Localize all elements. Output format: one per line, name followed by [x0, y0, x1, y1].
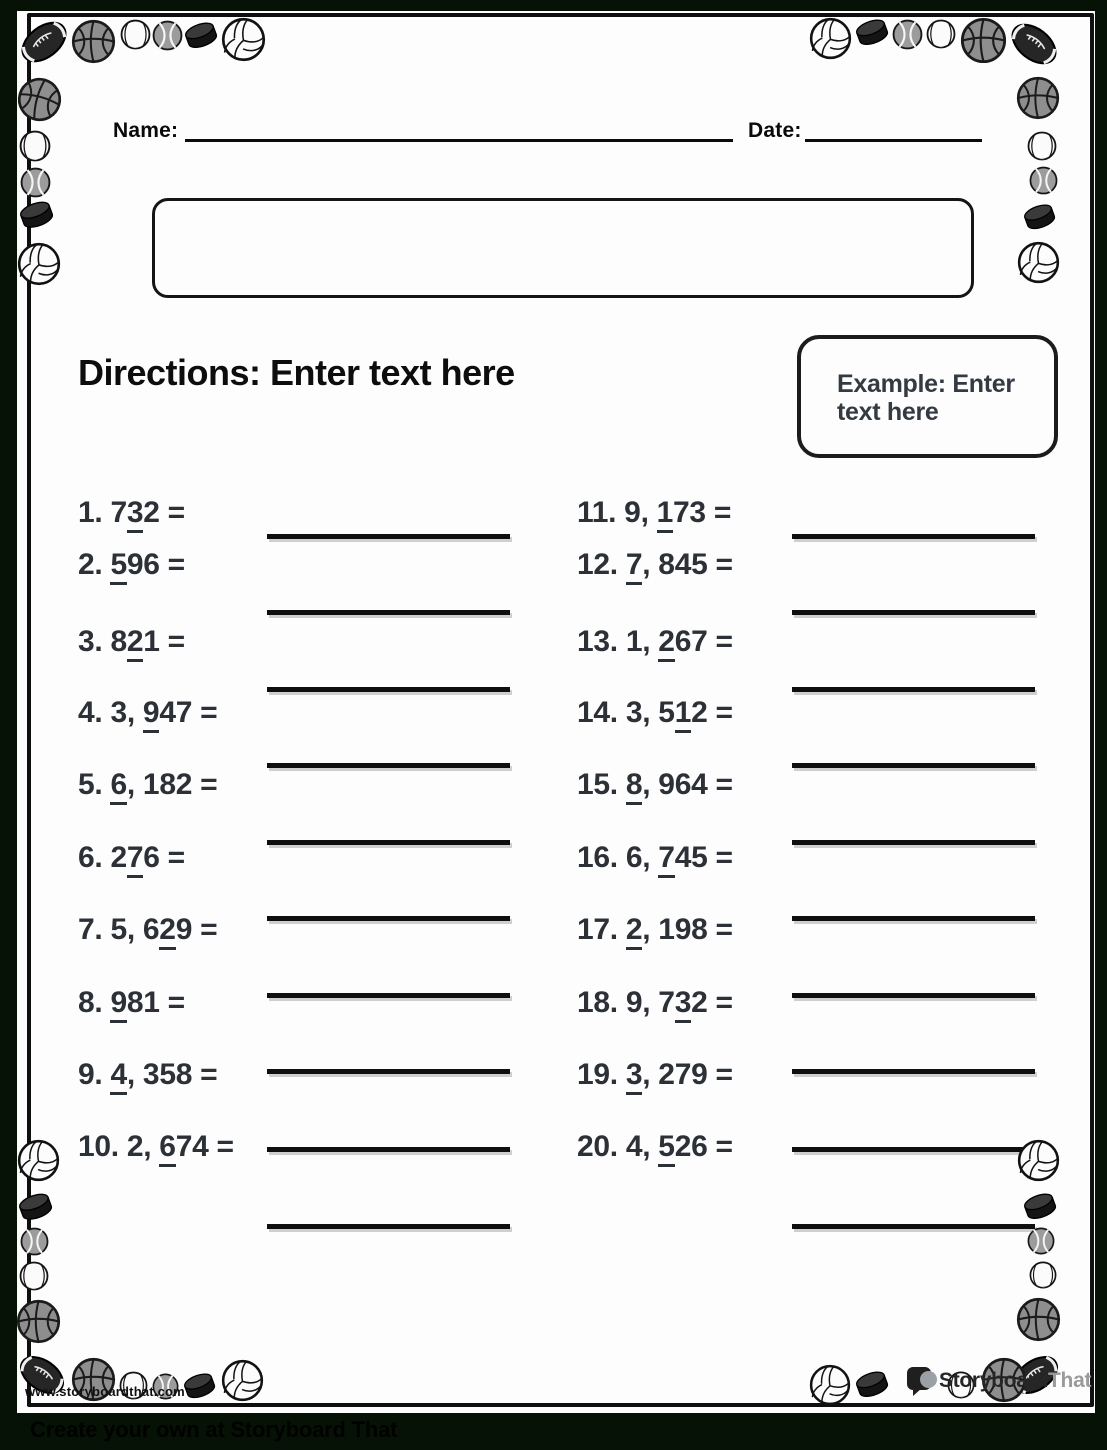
answer-blank-line[interactable] [267, 610, 510, 615]
problem-text: 3 [626, 1058, 642, 1095]
problem-text: 2 = [143, 496, 185, 529]
date-input-line[interactable] [805, 139, 982, 142]
answer-blank-line[interactable] [792, 916, 1035, 921]
problem-text: 2 = [691, 696, 733, 729]
logo-text-primary: Storyboard [939, 1369, 1049, 1392]
problem-text: 3 [675, 986, 691, 1023]
answer-blank-line[interactable] [267, 1147, 510, 1152]
baseball-icon [19, 1261, 49, 1291]
problem-item [577, 1130, 733, 1164]
problem-text: 7 [626, 548, 642, 585]
problem-item [577, 496, 731, 530]
problem-text: 2 [159, 913, 175, 950]
problem-item [78, 625, 185, 659]
problem-text: 10. 2, [78, 1130, 160, 1163]
problem-text: 2 [626, 913, 642, 950]
problem-text: 6 = [143, 841, 185, 874]
volleyball-icon [17, 242, 61, 286]
problem-text: 8 [626, 768, 642, 805]
problem-text: 15. [577, 768, 626, 801]
problem-text: 13. 1, [577, 625, 659, 658]
problem-text: 17. [577, 913, 626, 946]
tennis-ball-icon [892, 19, 923, 50]
problem-text: 67 = [674, 625, 733, 658]
problem-text: 2 [127, 625, 143, 662]
problem-text: 5. [78, 768, 111, 801]
name-label: Name: [113, 119, 179, 142]
problem-text: , 845 = [642, 548, 733, 581]
problem-text: 4 [110, 1058, 126, 1095]
tennis-ball-icon [20, 1227, 49, 1256]
problem-text: 6. 2 [78, 841, 127, 874]
answer-blank-line[interactable] [792, 1147, 1035, 1152]
problem-text: , 182 = [126, 768, 218, 801]
problem-text: 5 [658, 1130, 674, 1167]
problem-text: 1 = [143, 625, 185, 658]
answer-blank-line[interactable] [267, 763, 510, 768]
volleyball-icon [1017, 241, 1060, 284]
answer-blank-line[interactable] [267, 687, 510, 692]
problem-text: 9 [110, 986, 126, 1023]
problem-text: 45 = [674, 841, 733, 874]
problem-item [577, 913, 733, 947]
baseball-icon [19, 130, 51, 162]
answer-blank-line[interactable] [792, 610, 1035, 615]
date-label: Date: [748, 119, 802, 142]
problem-item [78, 548, 185, 582]
problem-text: 4. 3, [78, 696, 143, 729]
problem-text: 5 [110, 548, 126, 585]
problem-text: 2. [78, 548, 111, 581]
problem-item [577, 548, 733, 582]
name-input-line[interactable] [185, 139, 733, 142]
problem-text: 20. 4, [577, 1130, 659, 1163]
directions-heading: Directions: Enter text here [78, 352, 515, 393]
worksheet-title-box[interactable] [152, 198, 974, 298]
problem-text: 12. [577, 548, 626, 581]
basketball-icon [960, 17, 1007, 64]
problem-text: 1 [675, 696, 691, 733]
problem-text: 3. 8 [78, 625, 127, 658]
answer-blank-line[interactable] [792, 840, 1035, 845]
answer-blank-line[interactable] [267, 840, 510, 845]
baseball-icon [120, 19, 151, 50]
storyboardthat-logo-icon [905, 1365, 941, 1397]
volleyball-icon [17, 1139, 60, 1182]
problem-text: , 358 = [126, 1058, 218, 1091]
problem-text: 6 [159, 1130, 175, 1167]
answer-blank-line[interactable] [267, 534, 510, 539]
volleyball-icon [221, 17, 266, 62]
problem-text: 9. [78, 1058, 111, 1091]
volleyball-icon [221, 1359, 264, 1402]
baseball-icon [1029, 1261, 1057, 1289]
tennis-ball-icon [1029, 166, 1058, 195]
answer-blank-line[interactable] [267, 1224, 510, 1229]
answer-blank-line[interactable] [267, 916, 510, 921]
answer-blank-line[interactable] [267, 1069, 510, 1074]
problem-text: 2 [658, 625, 674, 662]
problem-text: 9 [143, 696, 159, 733]
answer-blank-line[interactable] [792, 763, 1035, 768]
problem-text: 7. 5, 6 [78, 913, 160, 946]
problem-item [78, 768, 217, 802]
problem-text: 74 = [175, 1130, 234, 1163]
storyboardthat-logo [905, 1364, 1091, 1398]
problem-text: 11. 9, [577, 496, 657, 529]
basketball-icon [71, 19, 116, 64]
problem-text: 2 = [691, 986, 733, 1019]
answer-blank-line[interactable] [792, 1069, 1035, 1074]
problem-text: 26 = [674, 1130, 733, 1163]
problem-text: 73 = [673, 496, 732, 529]
volleyball-icon [809, 17, 852, 60]
problem-item [577, 768, 733, 802]
problem-text: 6 [110, 768, 126, 805]
problem-item [78, 696, 217, 730]
basketball-icon [1016, 76, 1060, 120]
problem-text: 19. [577, 1058, 626, 1091]
problem-text: 1 [657, 496, 673, 533]
problem-text: 9 = [175, 913, 218, 946]
example-box [797, 335, 1058, 458]
problem-item [78, 986, 185, 1020]
baseball-icon [926, 19, 956, 49]
problem-text: 7 [658, 841, 674, 878]
problem-item [78, 1130, 234, 1164]
basketball-icon [16, 1299, 61, 1344]
problem-item [78, 841, 185, 875]
problem-text: 18. 9, 7 [577, 986, 675, 1019]
tennis-ball-icon [1027, 1227, 1055, 1255]
problem-item [78, 913, 217, 947]
example-box-text: Example: Enter text here [837, 370, 1015, 426]
problem-item [577, 696, 733, 730]
problem-text: 81 = [126, 986, 185, 1019]
problem-text: 16. 6, [577, 841, 659, 874]
problem-text: 7 [127, 841, 143, 878]
problem-item [577, 986, 733, 1020]
footer-tagline: Create your own at Storyboard That [30, 1417, 398, 1442]
volleyball-icon [809, 1364, 851, 1406]
problem-text: 47 = [159, 696, 218, 729]
answer-blank-line[interactable] [267, 993, 510, 998]
problem-item [577, 1058, 733, 1092]
volleyball-icon [1017, 1139, 1060, 1182]
problem-text: , 198 = [642, 913, 733, 946]
answer-blank-line[interactable] [792, 687, 1035, 692]
problem-item [577, 841, 733, 875]
problem-text: 14. 3, 5 [577, 696, 675, 729]
answer-blank-line[interactable] [792, 993, 1035, 998]
basketball-icon [1016, 1297, 1061, 1342]
logo-text-secondary: That [1048, 1369, 1092, 1392]
baseball-icon [1027, 131, 1057, 161]
tennis-ball-icon [152, 20, 183, 51]
problem-text: 3 [127, 496, 143, 533]
answer-blank-line[interactable] [792, 534, 1035, 539]
problem-text: 8. [78, 986, 111, 1019]
problem-text: 96 = [126, 548, 185, 581]
problem-item [78, 1058, 217, 1092]
answer-blank-line[interactable] [792, 1224, 1035, 1229]
problem-text: , 964 = [642, 768, 733, 801]
watermark-url: www.storyboardthat.com [25, 1384, 185, 1399]
problem-item [577, 625, 733, 659]
problem-text: , 279 = [642, 1058, 733, 1091]
problem-item [78, 496, 185, 530]
problem-text: 1. 7 [78, 496, 127, 529]
